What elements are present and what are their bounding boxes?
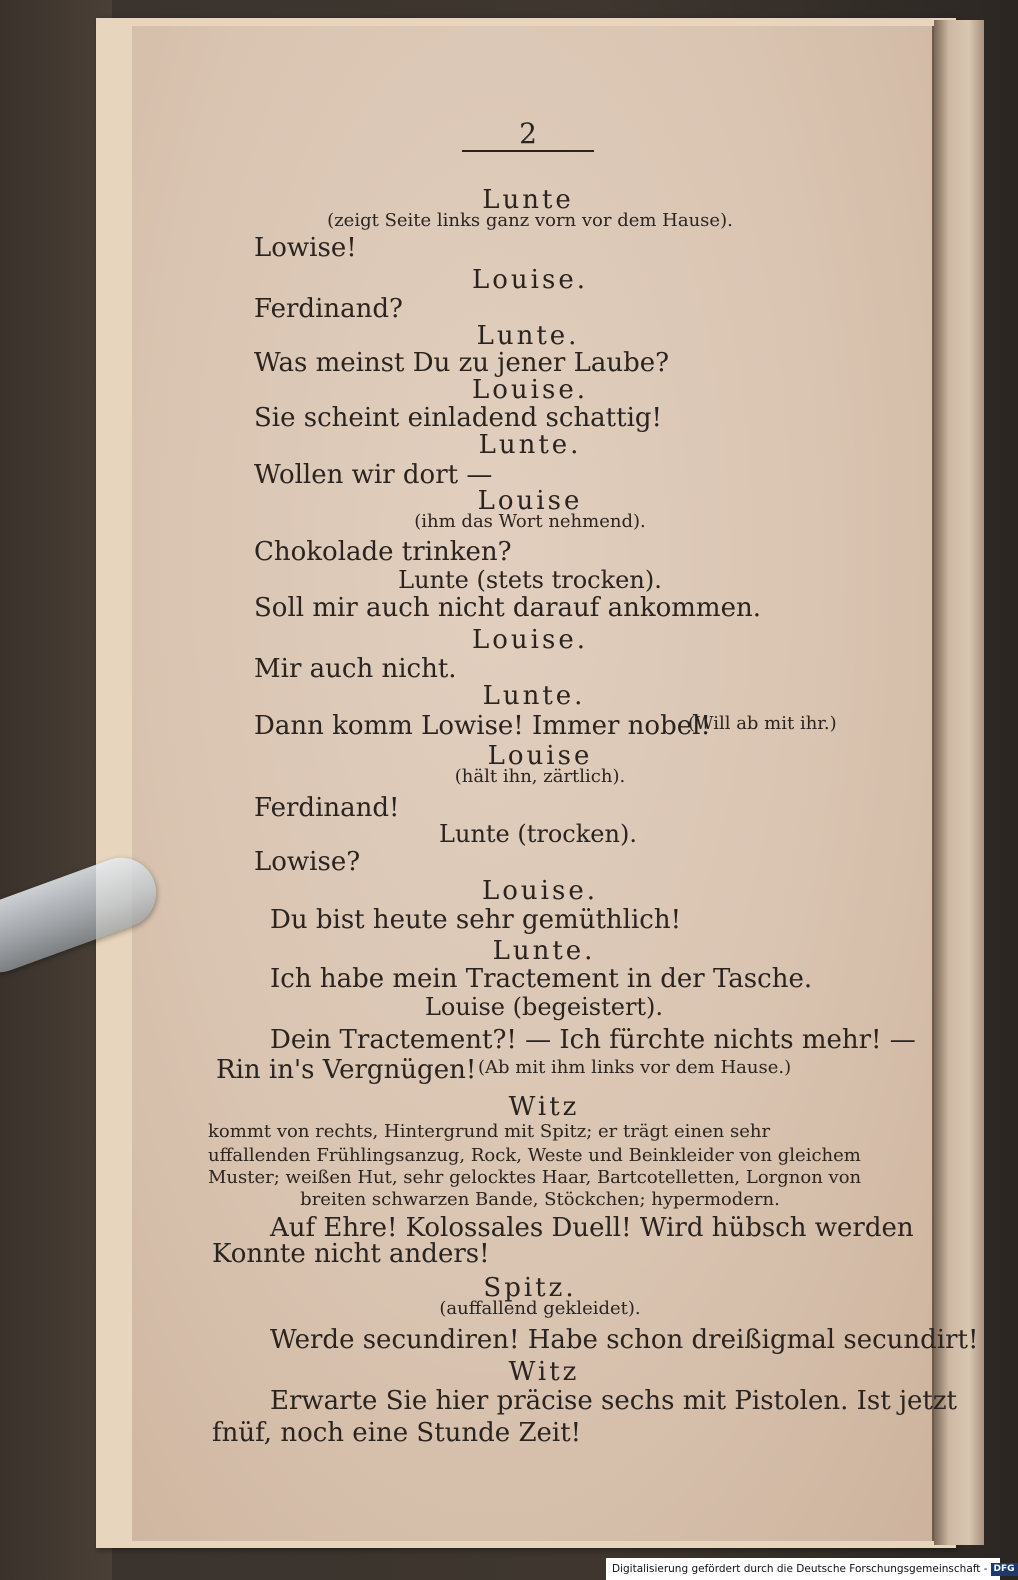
text-line: (zeigt Seite links ganz vorn vor dem Hause). — [327, 210, 733, 231]
dfg-logo: DFG — [991, 1563, 1018, 1576]
header-rule — [462, 150, 594, 152]
text-line: (Ab mit ihm links vor dem Hause.) — [478, 1057, 792, 1078]
text-line: Auf Ehre! Kolossales Duell! Wird hübsch werden — [270, 1213, 914, 1243]
text-line: uffallenden Frühlingsanzug, Rock, Weste und Beinkleider von gleichem — [208, 1145, 861, 1166]
text-line: Mir auch nicht. — [254, 654, 457, 684]
text-line: Ferdinand? — [254, 294, 403, 324]
text-line: Witz — [508, 1092, 580, 1122]
digitization-footer — [606, 1558, 1015, 1580]
text-line: Ferdinand! — [254, 793, 400, 823]
text-line: Chokolade trinken? — [254, 537, 512, 567]
footer-text: Digitalisierung gefördert durch die Deutsche Forschungsgemeinschaft - — [612, 1563, 988, 1575]
text-line: Sie scheint einladend schattig! — [254, 403, 662, 433]
text-line: Louise — [487, 741, 593, 771]
page-number: 2 — [519, 117, 537, 150]
text-line: Louise — [477, 486, 583, 516]
text-line: Werde secundiren! Habe schon dreißigmal secundirt! — [270, 1325, 979, 1355]
text-line: Lunte (stets trocken). — [398, 566, 662, 594]
text-line: (auffallend gekleidet). — [439, 1298, 641, 1319]
text-line: Witz — [508, 1357, 580, 1387]
text-line: (ihm das Wort nehmend). — [414, 511, 646, 532]
text-line: Dann komm Lowise! Immer nobel! — [254, 711, 711, 741]
text-line: Soll mir auch nicht darauf ankommen. — [254, 593, 761, 623]
text-line: Du bist heute sehr gemüthlich! — [270, 905, 682, 935]
text-line: Erwarte Sie hier präcise sechs mit Pistolen. Ist jetzt — [270, 1386, 957, 1416]
text-line: Rin in's Vergnügen! — [216, 1055, 477, 1085]
text-line: (hält ihn, zärtlich). — [454, 766, 626, 787]
text-line: Muster; weißen Hut, sehr gelocktes Haar, Bartcotelletten, Lorgnon von — [208, 1167, 862, 1188]
text-line: breiten schwarzen Bande, Stöckchen; hypermodern. — [300, 1189, 780, 1210]
text-line: Ich habe mein Tractement in der Tasche. — [270, 964, 813, 994]
text-line: Louise. — [472, 625, 588, 655]
text-line: Wollen wir dort — — [254, 460, 493, 490]
text-line: (Will ab mit ihr.) — [688, 713, 837, 734]
text-line: Louise. — [482, 876, 598, 906]
text-line: fnüf, noch eine Stunde Zeit! — [212, 1418, 582, 1448]
text-line: Lunte. — [478, 430, 582, 460]
text-line: Lunte. — [482, 681, 586, 711]
text-line: Lunte. — [476, 321, 580, 351]
text-line: Konnte nicht anders! — [212, 1239, 490, 1269]
text-line: Louise. — [472, 265, 588, 295]
text-line: Louise. — [472, 375, 588, 405]
text-line: Lowise? — [254, 847, 361, 877]
text-line: Lunte (trocken). — [439, 820, 637, 848]
text-line: Louise (begeistert). — [424, 993, 664, 1021]
text-line: Lowise! — [254, 233, 357, 263]
text-line: Was meinst Du zu jener Laube? — [254, 348, 670, 378]
text-line: Lunte — [482, 185, 574, 215]
text-line: Lunte. — [492, 936, 596, 966]
text-line: Spitz. — [483, 1273, 577, 1303]
text-line: kommt von rechts, Hintergrund mit Spitz; er trägt einen sehr — [208, 1121, 771, 1142]
text-line: Dein Tractement?! — Ich fürchte nichts mehr! — — [270, 1025, 916, 1055]
